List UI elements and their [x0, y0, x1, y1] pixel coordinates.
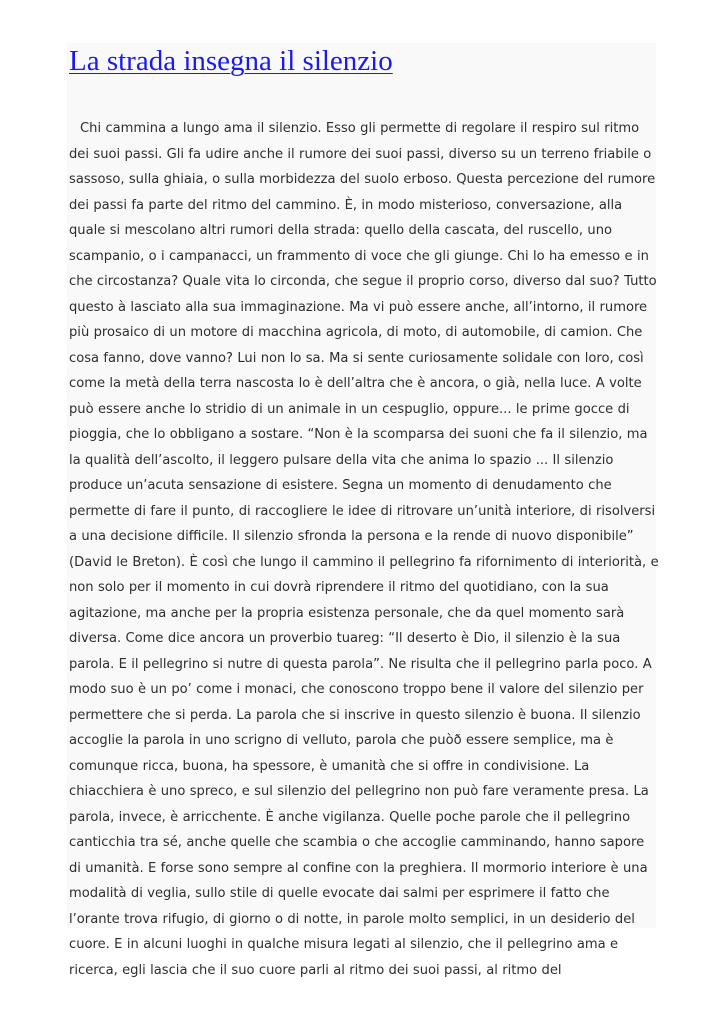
- article-body-text: Chi cammina a lungo ama il silenzio. Esso gli permette di regolare il respiro sul ritmo dei suoi passi. Gli fa udire anche il rumore dei suoi passi, diverso su un terreno friabile o sassoso, sulla ghiaia, o sulla morbidezza del suolo erboso. Questa percezione del rumore dei passi fa parte del ritmo del cammino. È, in modo misterioso, conversazione, alla quale si mescolano altri rumori della strada: quello della cascata, del ruscello, uno scampanio, o i campanacci, un frammento di voce che gli giunge. Chi lo ha emesso e in che circostanza? Quale vita lo circonda, che segue il proprio corso, diverso dal suo? Tutto questo à lasciato alla sua immaginazione. Ma vi può essere anche, all’intorno, il rumore più prosaico di un motore di macchina agricola, di moto, di automobile, di camion. Che cosa fanno, dove vanno? Lui non lo sa. Ma si sente curiosamente solidale con loro, così come la metà della terra nascosta lo è dell’altra che è ancora, o già, nella luce. A volte può essere anche lo stridio di un animale in un cespuglio, oppure... le prime gocce di pioggia, che lo obbligano a sostare. “Non è la scomparsa dei suoni che fa il silenzio, ma la qualità dell’ascolto, il leggero pulsare della vita che anima lo spazio ... Il silenzio produce un’acuta sensazione di esistere. Segna un momento di denudamento che permette di fare il punto, di raccogliere le idee di ritrovare un’unità interiore, di risolversi a una decisione difficile. Il silenzio sfronda la persona e la rende di nuovo disponibile” (David le Breton). È così che lungo il cammino il pellegrino fa rifornimento di interiorità, e non solo per il momento in cui dovrà riprendere il ritmo del quotidiano, con la sua agitazione, ma anche per la propria esistenza personale, che da quel momento sarà diversa. Come dice ancora un proverbio tuareg: “Il deserto è Dio, il silenzio è la sua parola. E il pellegrino si nutre di questa parola”. Ne risulta che il pellegrino parla poco. A modo suo è un po’ come i monaci, che conoscono troppo bene il valore del silenzio per permettere che si perda. La parola che si inscrive in questo silenzio è buona. Il silenzio accoglie la parola in uno scrigno di velluto, parola che puòð essere semplice, ma è comunque ricca, buona, ha spessore, è umanità che si offre in condivisione. La chiacchiera è uno spreco, e sul silenzio del pellegrino non può fare veramente presa. La parola, invece, è arricchente. È anche vigilanza. Quelle poche parole che il pellegrino canticchia tra sé, anche quelle che scambia o che accoglie camminando, hanno sapore di umanità. E forse sono sempre al confine con la preghiera. Il mormorio interiore è una modalità di veglia, sullo stile di quelle evocate dai salmi per esprimere il fatto che l’orante trova rifugio, di giorno o di notte, in parole molto semplici, in un desiderio del cuore. E in alcuni luoghi in qualche misura legati al silenzio, che il pellegrino ama e ricerca, egli lascia che il suo cuore parli al ritmo dei suoi passi, al ritmo del: [69, 121, 659, 978]
- article-title-link[interactable]: La strada insegna il silenzio: [69, 45, 393, 77]
